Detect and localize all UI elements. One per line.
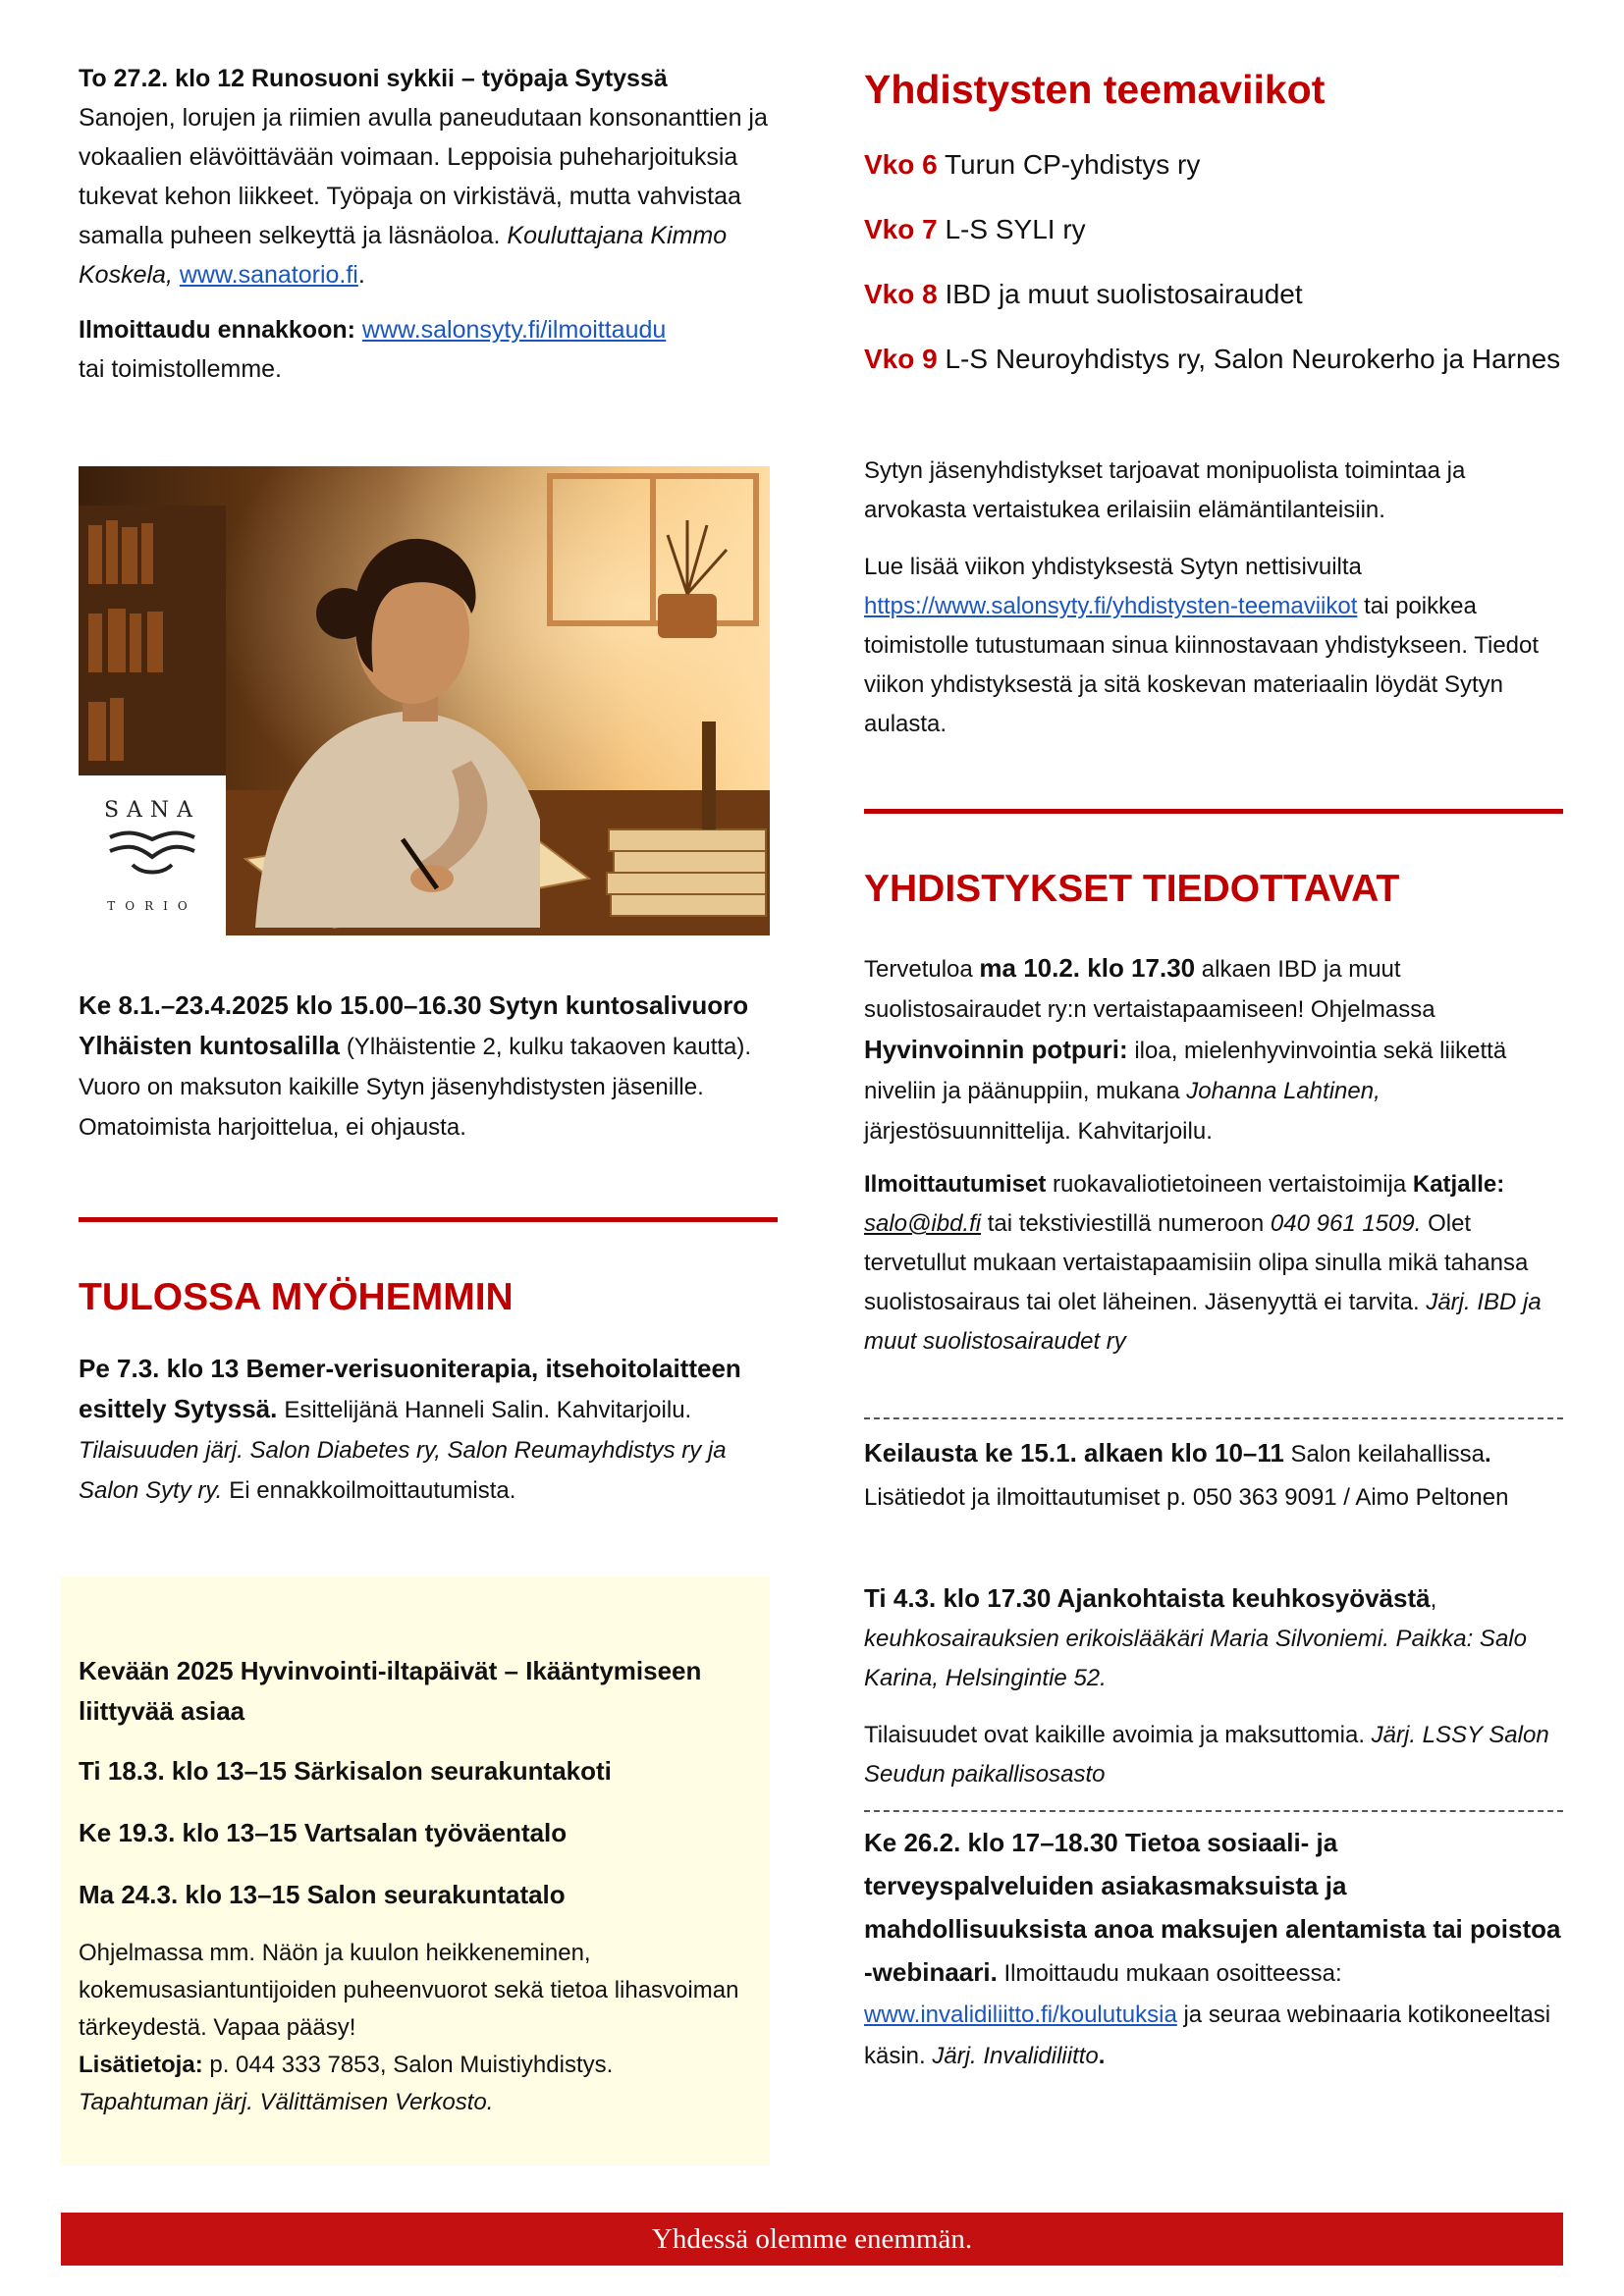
ibd-email-link[interactable]: salo@ibd.fi [864, 1210, 982, 1237]
wellbeing-program: Ohjelmassa mm. Näön ja kuulon heikkeneminen, kokemusasiantuntijoiden puheenvuorot sekä tietoa lihasvoiman tärkeydestä. Vapaa pääsy! [79, 1940, 739, 2041]
wellbeing-title: Kevään 2025 Hyvinvointi-iltapäivät – Ikääntymiseen liittyvää asiaa [79, 1656, 702, 1726]
theme-text [864, 452, 1563, 744]
week-label: Vko 7 [864, 214, 938, 244]
gym-body: (Ylhäistentie 2, kulku takaoven kautta). Vuoro on maksuton kaikille Sytyn jäsenyhdistysten jäsenille. Omatoimista harjoittelua, ei ohjausta. [79, 1034, 752, 1141]
week-row [864, 338, 1563, 381]
signup-tail: tai toimistollemme. [79, 355, 282, 383]
webinar-link[interactable]: www.invalidiliitto.fi/koulutuksia [864, 2002, 1177, 2028]
dashed-divider [864, 1810, 1563, 1812]
theme-p2a: Lue lisää viikon yhdistyksestä Sytyn nettisivuilta [864, 554, 1362, 580]
bowling-title: Keilausta ke 15.1. alkaen klo 10–11 [864, 1438, 1284, 1468]
later-heading: TULOSSA MYÖHEMMIN [79, 1276, 514, 1318]
sanatorio-link[interactable]: www.sanatorio.fi [179, 261, 358, 289]
writing-woman-illustration [79, 466, 770, 935]
theme-p1: Sytyn jäsenyhdistykset tarjoavat monipuolista toimintaa ja arvokasta vertaistukea erilaisiin elämäntilanteisiin. [864, 457, 1466, 523]
runosuoni-trainer: Kouluttajana Kimmo Koskela, [79, 222, 728, 289]
text: . [1098, 2043, 1106, 2069]
wellbeing-info: p. 044 333 7853, Salon Muistiyhdistys. [209, 2052, 614, 2078]
lung-detail: keuhkosairauksien erikoislääkäri Maria Silvoniemi. Paikka: Salo Karina, Helsingintie 52. [864, 1626, 1527, 1691]
bowling-event [864, 1431, 1563, 1520]
text: Johanna Lahtinen, [1186, 1078, 1380, 1104]
gym-title: Ke 8.1.–23.4.2025 klo 15.00–16.30 Sytyn kuntosalivuoro Ylhäisten kuntosalilla [79, 990, 749, 1060]
bemer-org: Tilaisuuden järj. Salon Diabetes ry, Salon Reumayhdistys ry ja Salon Syty ry. [79, 1437, 727, 1504]
week-label: Vko 9 [864, 344, 938, 374]
theme-link[interactable]: https://www.salonsyty.fi/yhdistysten-teemaviikot [864, 593, 1358, 619]
gym-event [79, 986, 778, 1148]
text: Tilaisuudet ovat kaikille avoimia ja maksuttomia. [864, 1722, 1365, 1748]
ibd-date: ma 10.2. klo 17.30 [979, 953, 1196, 983]
text: järjestösuunnittelija. Kahvitarjoilu. [864, 1118, 1213, 1145]
footer-banner [61, 2213, 1563, 2266]
text: Lisätiedot ja ilmoittautumiset p. 050 363 9091 / Aimo Peltonen [864, 1484, 1509, 1511]
webinar-org: Järj. Invalidiliitto [932, 2043, 1099, 2069]
week-assoc: L-S Neuroyhdistys ry, Salon Neurokerho ja Harnes [945, 344, 1561, 374]
bemer-title: Pe 7.3. klo 13 Bemer-verisuoniterapia, itsehoitolaitteen esittely Sytyssä. [79, 1354, 741, 1423]
week-row [864, 273, 1563, 316]
ibd-phone: 040 961 1509. [1270, 1210, 1422, 1237]
wellbeing-info-label: Lisätietoja: [79, 2052, 203, 2078]
ibd-event [864, 948, 1563, 1362]
footer-slogan: Yhdessä olemme enemmän. [651, 2223, 973, 2255]
week-row [864, 208, 1563, 251]
week-assoc: IBD ja muut suolistosairaudet [945, 279, 1303, 309]
period: . [357, 261, 365, 289]
illustration-svg [79, 466, 770, 935]
week-label: Vko 8 [864, 279, 938, 309]
webinar-event [864, 1822, 1563, 2077]
logo-top-text: SANA [103, 798, 201, 823]
text: Ilmoittaudu mukaan osoitteessa: [1003, 1960, 1342, 1987]
text: Katjalle: [1412, 1171, 1505, 1198]
week-row [864, 143, 1563, 187]
bemer-tail: Ei ennakkoilmoittautumista. [229, 1477, 516, 1504]
text: ja seuraa webinaaria kotikoneeltasi käsin. [864, 2002, 1551, 2069]
signup-label: Ilmoittaudu ennakkoon: [79, 316, 355, 344]
theme-weeks [864, 143, 1563, 381]
bemer-body: Esittelijänä Hanneli Salin. Kahvitarjoilu. [284, 1397, 692, 1423]
ibd-program-title: Hyvinvoinnin potpuri: [864, 1035, 1128, 1064]
text: Olet tervetullut mukaan vertaistapaamisiin olipa sinulla mikä tahansa suolistosairaus tai olet läheinen. Jäsenyyttä ei tarvita. [864, 1210, 1529, 1315]
assoc-heading: YHDISTYKSET TIEDOTTAVAT [864, 868, 1400, 910]
text: tai tekstiviestillä numeroon [987, 1210, 1265, 1237]
text: , [1430, 1586, 1437, 1613]
text: alkaen IBD ja muut suolistosairaudet ry:n vertaistapaamiseen! Ohjelmassa [864, 956, 1435, 1023]
theme-p2b: tai poikkea toimistolle tutustumaan sinua kiinnostavaan yhdistykseen. Tiedot viikon yhdistyksestä ja sitä koskevan materiaalin löydät Sytyn aulasta. [864, 593, 1540, 737]
text: . [1484, 1441, 1491, 1468]
lung-title: Ti 4.3. klo 17.30 Ajankohtaista keuhkosyövästä [864, 1583, 1431, 1613]
theme-heading: Yhdistysten teemaviikot [864, 67, 1326, 112]
section-divider [79, 1217, 778, 1222]
runosuoni-event [79, 59, 778, 389]
later-section [79, 1272, 778, 1511]
lung-org: Järj. LSSY Salon Seudun paikallisosasto [864, 1722, 1549, 1788]
text: Salon keilahallissa [1290, 1441, 1485, 1468]
signup-link[interactable]: www.salonsyty.fi/ilmoittaudu [361, 316, 667, 344]
wellbeing-org: Tapahtuman järj. Välittämisen Verkosto. [79, 2089, 494, 2115]
week-assoc: Turun CP-yhdistys ry [944, 149, 1201, 180]
week-assoc: L-S SYLI ry [945, 214, 1086, 244]
runosuoni-title: To 27.2. klo 12 Runosuoni sykkii – työpaja Sytyssä [79, 65, 668, 92]
wellbeing-box [61, 1576, 770, 2165]
text: Ilmoittautumiset [864, 1171, 1047, 1198]
text: Tervetuloa [864, 956, 973, 983]
runosuoni-body: Sanojen, lorujen ja riimien avulla paneudutaan konsonanttien ja vokaalien elävöittävään voimaan. Leppoisia puheharjoituksia tukevat kehon liikkeet. Työpaja on virkistävä, mutta vahvistaa samalla puheen selkeyttä ja läsnäoloa. [79, 104, 768, 249]
ibd-org: Järj. IBD ja muut suolistosairaudet ry [864, 1289, 1542, 1355]
wellbeing-date-1: Ti 18.3. klo 13–15 Särkisalon seurakuntakoti [79, 1756, 612, 1786]
week-label: Vko 6 [864, 149, 938, 180]
wellbeing-date-2: Ke 19.3. klo 13–15 Vartsalan työväentalo [79, 1818, 568, 1847]
logo-bottom-text: TORIO [107, 899, 197, 913]
webinar-title: Ke 26.2. klo 17–18.30 Tietoa sosiaali- ja terveyspalveluiden asiakasmaksuista ja mahdollisuuksista anoa maksujen alentamista tai poistoa -webinaari. [864, 1828, 1561, 1987]
text: ruokavaliotietoineen vertaistoimija [1053, 1171, 1407, 1198]
text: iloa, mielenhyvinvointia sekä liikettä niveliin ja päänuppiin, mukana [864, 1038, 1507, 1104]
lung-event [864, 1578, 1563, 1794]
wellbeing-date-3: Ma 24.3. klo 13–15 Salon seurakuntatalo [79, 1880, 566, 1909]
section-divider [864, 809, 1563, 814]
dashed-divider [864, 1417, 1563, 1419]
